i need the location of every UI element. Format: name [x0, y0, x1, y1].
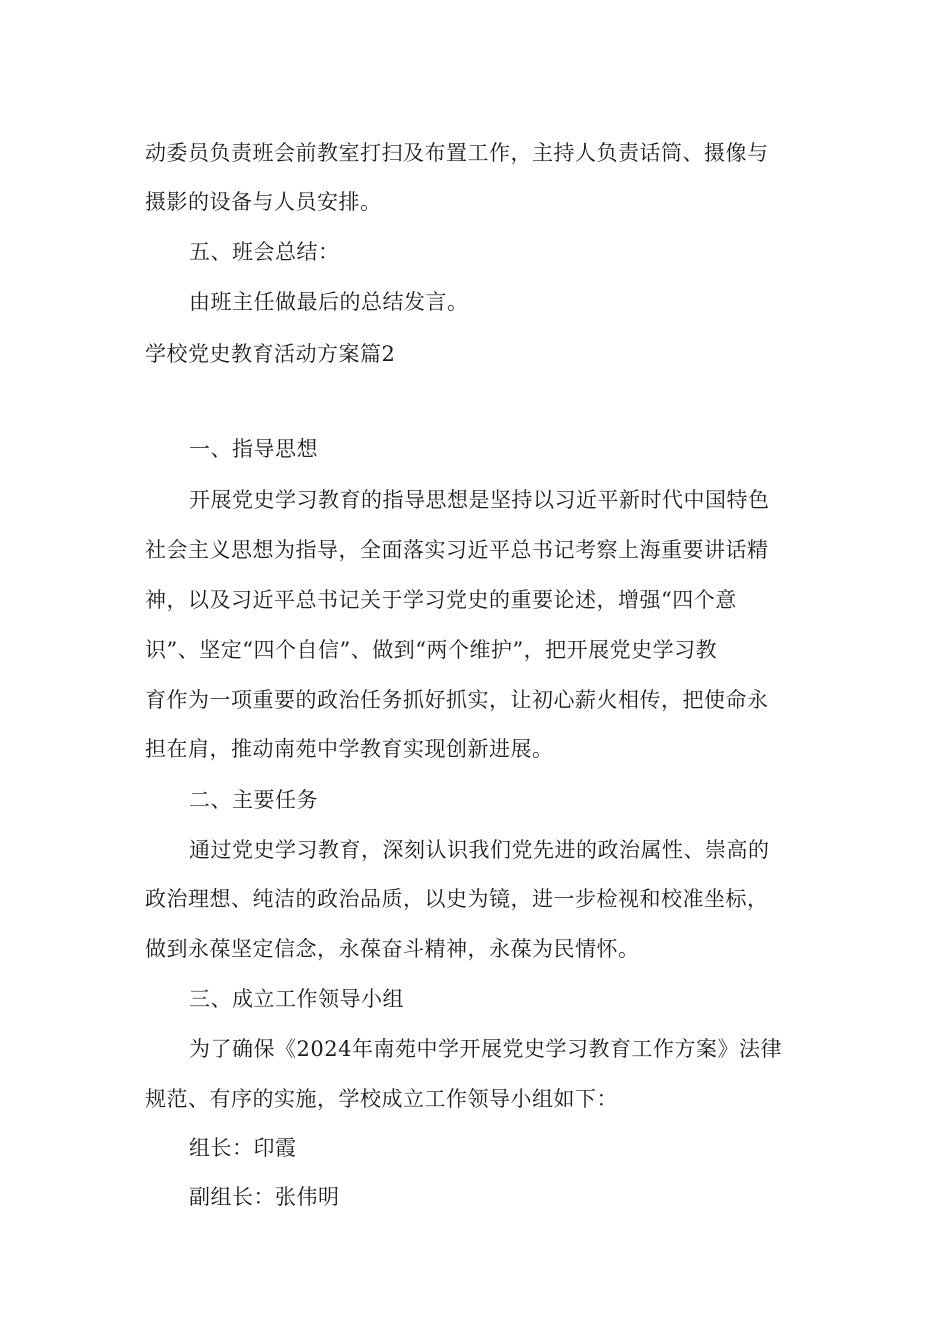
paragraph-line: 社会主义思想为指导，全面落实习近平总书记考察上海重要讲话精 — [145, 538, 769, 562]
paragraph-line: 动委员负责班会前教室打扫及布置工作，主持人负责话筒、摄像与 — [145, 141, 769, 165]
paragraph-line: 育作为一项重要的政治任务抓好抓实，让初心薪火相传，把使命永 — [145, 688, 769, 712]
paragraph-line: 识”、坚定“四个自信”、做到“两个维护”，把开展党史学习教 — [145, 638, 718, 662]
paragraph-line: 组长：印霞 — [189, 1136, 297, 1160]
paragraph-line: 做到永葆坚定信念，永葆奋斗精神，永葆为民情怀。 — [145, 937, 640, 961]
section-heading: 二、主要任务 — [189, 788, 318, 812]
paragraph-line: 政治理想、纯洁的政治品质，以史为镜，进一步检视和校准坐标， — [145, 887, 769, 911]
paragraph-line: 为了确保《2024年南苑中学开展党史学习教育工作方案》法律 — [189, 1037, 782, 1061]
paragraph-line: 副组长：张伟明 — [189, 1185, 340, 1209]
paragraph-line: 规范、有序的实施，学校成立工作领导小组如下： — [145, 1087, 618, 1111]
paragraph-line: 神，以及习近平总书记关于学习党史的重要论述，增强“四个意 — [145, 588, 737, 612]
paragraph-line: 担在肩，推动南苑中学教育实现创新进展。 — [145, 737, 554, 761]
paragraph-line: 摄影的设备与人员安排。 — [145, 190, 382, 214]
section-heading: 三、成立工作领导小组 — [189, 987, 404, 1011]
section-heading: 五、班会总结： — [189, 240, 340, 264]
document-section-title: 学校党史教育活动方案篇2 — [145, 342, 396, 366]
paragraph-line: 通过党史学习教育，深刻认识我们党先进的政治属性、崇高的 — [189, 838, 770, 862]
paragraph-line: 由班主任做最后的总结发言。 — [189, 290, 469, 314]
section-heading: 一、指导思想 — [189, 437, 318, 461]
paragraph-line: 开展党史学习教育的指导思想是坚持以习近平新时代中国特色 — [189, 488, 770, 512]
